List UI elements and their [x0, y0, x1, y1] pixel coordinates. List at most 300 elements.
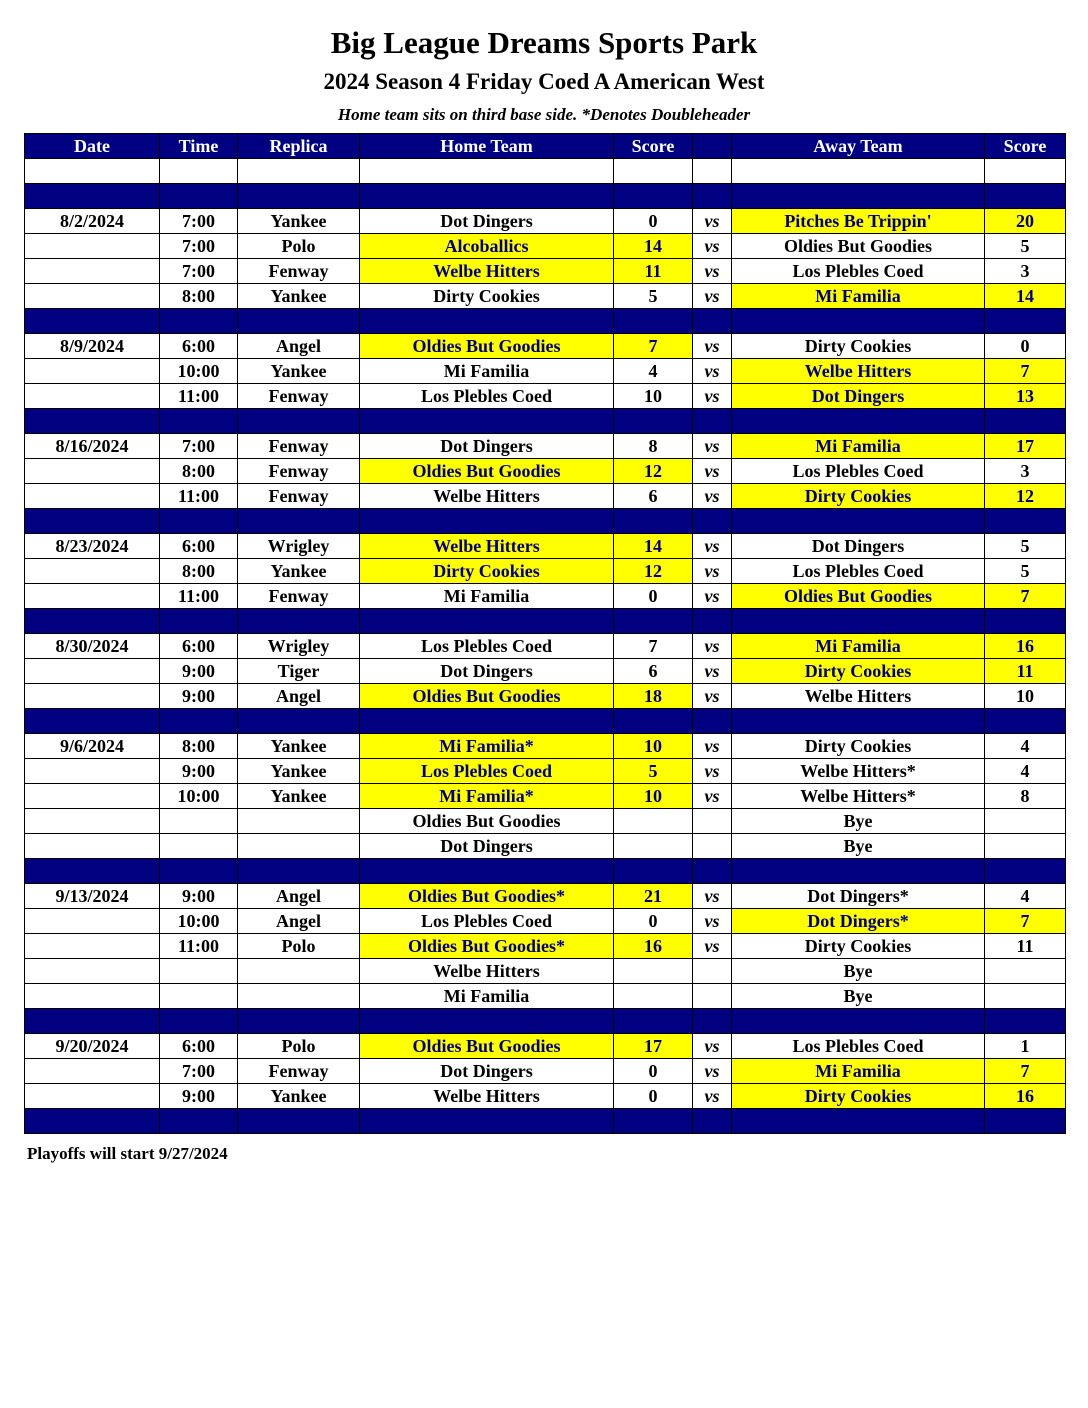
cell-away-team [732, 309, 985, 334]
cell-away-team: Welbe Hitters [732, 684, 985, 709]
col-header-home-team: Home Team [360, 134, 614, 159]
cell-away-team: Oldies But Goodies [732, 584, 985, 609]
cell-home-team [360, 609, 614, 634]
cell-vs: vs [693, 334, 732, 359]
cell-away-team: Mi Familia [732, 634, 985, 659]
cell-away-team [732, 159, 985, 184]
cell-time [160, 834, 238, 859]
cell-replica [238, 859, 360, 884]
cell-home-score: 7 [614, 334, 693, 359]
cell-replica [238, 984, 360, 1009]
cell-replica: Fenway [238, 484, 360, 509]
cell-date [25, 659, 160, 684]
game-row [25, 284, 1066, 309]
cell-away-score [985, 859, 1066, 884]
col-header-date: Date [25, 134, 160, 159]
cell-away-team: Los Plebles Coed [732, 1034, 985, 1059]
cell-home-score [614, 184, 693, 209]
cell-vs: vs [693, 259, 732, 284]
game-row [25, 684, 1066, 709]
cell-home-score [614, 1009, 693, 1034]
cell-date [25, 409, 160, 434]
cell-vs: vs [693, 584, 732, 609]
game-row [25, 234, 1066, 259]
cell-date [25, 684, 160, 709]
cell-time: 11:00 [160, 484, 238, 509]
cell-home-score [614, 609, 693, 634]
cell-vs: vs [693, 684, 732, 709]
cell-home-team [360, 509, 614, 534]
cell-vs: vs [693, 359, 732, 384]
game-row [25, 334, 1066, 359]
game-row [25, 909, 1066, 934]
cell-replica [238, 1009, 360, 1034]
col-header-replica: Replica [238, 134, 360, 159]
schedule-table [24, 133, 1066, 1134]
cell-time [160, 809, 238, 834]
cell-away-score [985, 609, 1066, 634]
cell-vs: vs [693, 1084, 732, 1109]
cell-replica: Angel [238, 909, 360, 934]
cell-home-team: Los Plebles Coed [360, 384, 614, 409]
cell-date [25, 234, 160, 259]
cell-home-team [360, 1009, 614, 1034]
cell-away-team [732, 184, 985, 209]
cell-away-team: Dot Dingers* [732, 909, 985, 934]
cell-replica [238, 1109, 360, 1134]
cell-away-team: Dot Dingers* [732, 884, 985, 909]
cell-away-score [985, 1109, 1066, 1134]
cell-away-score [985, 409, 1066, 434]
cell-away-score: 16 [985, 1084, 1066, 1109]
cell-replica: Yankee [238, 1084, 360, 1109]
cell-date [25, 1009, 160, 1034]
cell-vs [693, 309, 732, 334]
cell-home-team: Oldies But Goodies [360, 684, 614, 709]
cell-replica: Fenway [238, 384, 360, 409]
cell-away-score: 12 [985, 484, 1066, 509]
cell-vs [693, 809, 732, 834]
cell-home-score: 6 [614, 659, 693, 684]
bye-row [25, 959, 1066, 984]
cell-home-team: Dot Dingers [360, 434, 614, 459]
cell-home-team [360, 409, 614, 434]
cell-date: 8/2/2024 [25, 209, 160, 234]
cell-vs [693, 859, 732, 884]
cell-home-team: Dirty Cookies [360, 559, 614, 584]
separator-row [25, 709, 1066, 734]
schedule-body [25, 159, 1066, 1134]
col-header-vs [693, 134, 732, 159]
cell-replica [238, 509, 360, 534]
cell-replica: Polo [238, 934, 360, 959]
cell-home-team: Mi Familia [360, 584, 614, 609]
cell-away-score [985, 809, 1066, 834]
cell-away-team: Los Plebles Coed [732, 259, 985, 284]
cell-home-team [360, 184, 614, 209]
cell-replica [238, 834, 360, 859]
cell-away-team: Pitches Be Trippin' [732, 209, 985, 234]
cell-away-score [985, 709, 1066, 734]
game-row [25, 484, 1066, 509]
cell-replica [238, 309, 360, 334]
cell-away-score [985, 834, 1066, 859]
cell-away-team: Dirty Cookies [732, 1084, 985, 1109]
cell-vs [693, 184, 732, 209]
cell-time: 8:00 [160, 284, 238, 309]
cell-date [25, 309, 160, 334]
cell-away-score: 7 [985, 584, 1066, 609]
cell-away-score: 5 [985, 559, 1066, 584]
cell-date [25, 459, 160, 484]
cell-time: 9:00 [160, 759, 238, 784]
page-title: Big League Dreams Sports Park [330, 25, 758, 60]
cell-date [25, 759, 160, 784]
cell-time [160, 409, 238, 434]
col-header-away-score: Score [985, 134, 1066, 159]
cell-away-team: Welbe Hitters [732, 359, 985, 384]
game-row [25, 534, 1066, 559]
game-row [25, 1034, 1066, 1059]
cell-away-team: Los Plebles Coed [732, 459, 985, 484]
cell-time: 8:00 [160, 559, 238, 584]
cell-home-team: Welbe Hitters [360, 959, 614, 984]
cell-time [160, 709, 238, 734]
cell-away-score: 17 [985, 434, 1066, 459]
cell-away-score [985, 984, 1066, 1009]
cell-date [25, 184, 160, 209]
cell-date [25, 859, 160, 884]
cell-vs [693, 609, 732, 634]
page-subtitle: 2024 Season 4 Friday Coed A American West [323, 69, 765, 94]
cell-home-score [614, 859, 693, 884]
cell-vs: vs [693, 884, 732, 909]
cell-replica [238, 159, 360, 184]
cell-home-team [360, 709, 614, 734]
cell-date [25, 259, 160, 284]
cell-away-team [732, 409, 985, 434]
cell-home-team: Los Plebles Coed [360, 759, 614, 784]
cell-replica [238, 609, 360, 634]
cell-home-score: 21 [614, 884, 693, 909]
cell-home-score: 14 [614, 234, 693, 259]
cell-time: 6:00 [160, 634, 238, 659]
cell-vs [693, 709, 732, 734]
cell-replica [238, 184, 360, 209]
cell-home-score: 0 [614, 584, 693, 609]
cell-date [25, 959, 160, 984]
cell-home-team [360, 309, 614, 334]
cell-date [25, 509, 160, 534]
cell-away-score: 7 [985, 909, 1066, 934]
cell-home-score: 12 [614, 459, 693, 484]
cell-away-score: 4 [985, 734, 1066, 759]
cell-away-score: 4 [985, 884, 1066, 909]
cell-time: 9:00 [160, 659, 238, 684]
game-row [25, 259, 1066, 284]
cell-home-score [614, 959, 693, 984]
game-row [25, 584, 1066, 609]
cell-home-score [614, 709, 693, 734]
cell-home-score [614, 159, 693, 184]
cell-home-team: Alcoballics [360, 234, 614, 259]
game-row [25, 1084, 1066, 1109]
cell-away-team: Dirty Cookies [732, 484, 985, 509]
cell-away-score: 0 [985, 334, 1066, 359]
cell-away-team: Dirty Cookies [732, 934, 985, 959]
cell-home-team: Welbe Hitters [360, 534, 614, 559]
cell-away-score: 7 [985, 1059, 1066, 1084]
game-row [25, 784, 1066, 809]
cell-home-score: 0 [614, 1059, 693, 1084]
cell-time: 9:00 [160, 684, 238, 709]
game-row [25, 634, 1066, 659]
cell-vs [693, 984, 732, 1009]
cell-time: 7:00 [160, 209, 238, 234]
cell-vs: vs [693, 934, 732, 959]
cell-replica: Angel [238, 684, 360, 709]
cell-away-score: 16 [985, 634, 1066, 659]
game-row [25, 209, 1066, 234]
cell-date [25, 159, 160, 184]
cell-home-team: Dot Dingers [360, 209, 614, 234]
bye-row [25, 809, 1066, 834]
cell-away-score [985, 509, 1066, 534]
cell-time: 7:00 [160, 1059, 238, 1084]
cell-time: 7:00 [160, 259, 238, 284]
cell-home-score [614, 509, 693, 534]
cell-away-score: 11 [985, 659, 1066, 684]
cell-away-team: Bye [732, 834, 985, 859]
cell-home-team: Oldies But Goodies [360, 809, 614, 834]
cell-time: 10:00 [160, 909, 238, 934]
cell-away-score: 13 [985, 384, 1066, 409]
cell-vs: vs [693, 759, 732, 784]
col-header-home-score: Score [614, 134, 693, 159]
cell-home-score: 0 [614, 209, 693, 234]
cell-vs [693, 1109, 732, 1134]
cell-date [25, 909, 160, 934]
cell-away-team: Welbe Hitters* [732, 784, 985, 809]
cell-away-score: 4 [985, 759, 1066, 784]
cell-vs: vs [693, 234, 732, 259]
cell-away-team: Mi Familia [732, 434, 985, 459]
cell-replica: Angel [238, 884, 360, 909]
cell-replica [238, 809, 360, 834]
cell-date [25, 984, 160, 1009]
separator-row [25, 1109, 1066, 1134]
cell-home-score: 6 [614, 484, 693, 509]
cell-replica [238, 959, 360, 984]
cell-away-team [732, 509, 985, 534]
cell-home-score [614, 984, 693, 1009]
game-row [25, 659, 1066, 684]
cell-away-score [985, 1009, 1066, 1034]
cell-home-team: Mi Familia* [360, 784, 614, 809]
cell-away-score [985, 184, 1066, 209]
cell-home-score: 5 [614, 284, 693, 309]
cell-home-team: Welbe Hitters [360, 1084, 614, 1109]
cell-away-score [985, 959, 1066, 984]
cell-vs: vs [693, 434, 732, 459]
cell-time: 7:00 [160, 234, 238, 259]
cell-away-team: Los Plebles Coed [732, 559, 985, 584]
cell-away-score: 11 [985, 934, 1066, 959]
cell-time [160, 609, 238, 634]
separator-row [25, 1009, 1066, 1034]
cell-vs: vs [693, 734, 732, 759]
cell-away-score: 5 [985, 234, 1066, 259]
cell-time: 10:00 [160, 359, 238, 384]
table-header-row [25, 134, 1066, 159]
cell-date [25, 809, 160, 834]
cell-home-team: Oldies But Goodies* [360, 884, 614, 909]
cell-replica: Fenway [238, 584, 360, 609]
cell-replica: Fenway [238, 434, 360, 459]
cell-time [160, 984, 238, 1009]
cell-time: 6:00 [160, 1034, 238, 1059]
cell-time: 11:00 [160, 934, 238, 959]
cell-replica: Yankee [238, 784, 360, 809]
cell-vs: vs [693, 559, 732, 584]
cell-away-team: Bye [732, 959, 985, 984]
cell-date [25, 784, 160, 809]
cell-vs: vs [693, 1059, 732, 1084]
cell-replica: Yankee [238, 559, 360, 584]
cell-home-team: Los Plebles Coed [360, 634, 614, 659]
cell-home-team: Mi Familia [360, 359, 614, 384]
cell-time: 8:00 [160, 459, 238, 484]
cell-replica: Angel [238, 334, 360, 359]
cell-date: 8/16/2024 [25, 434, 160, 459]
cell-away-team: Bye [732, 984, 985, 1009]
cell-home-score: 11 [614, 259, 693, 284]
cell-time [160, 509, 238, 534]
cell-time: 9:00 [160, 1084, 238, 1109]
cell-away-team: Oldies But Goodies [732, 234, 985, 259]
cell-vs: vs [693, 209, 732, 234]
cell-away-team: Dot Dingers [732, 384, 985, 409]
cell-date [25, 834, 160, 859]
game-row [25, 384, 1066, 409]
separator-row [25, 184, 1066, 209]
cell-away-team [732, 1109, 985, 1134]
cell-home-score [614, 409, 693, 434]
cell-vs [693, 509, 732, 534]
game-row [25, 559, 1066, 584]
cell-replica: Yankee [238, 359, 360, 384]
cell-away-team: Welbe Hitters* [732, 759, 985, 784]
cell-vs: vs [693, 909, 732, 934]
cell-vs [693, 409, 732, 434]
game-row [25, 1059, 1066, 1084]
cell-date: 8/30/2024 [25, 634, 160, 659]
cell-vs: vs [693, 534, 732, 559]
cell-away-team [732, 709, 985, 734]
cell-away-team [732, 609, 985, 634]
cell-away-score: 5 [985, 534, 1066, 559]
cell-home-score: 7 [614, 634, 693, 659]
cell-time: 10:00 [160, 784, 238, 809]
cell-date [25, 584, 160, 609]
cell-home-team: Dot Dingers [360, 834, 614, 859]
game-row [25, 884, 1066, 909]
cell-home-score: 10 [614, 384, 693, 409]
cell-time [160, 159, 238, 184]
cell-replica: Yankee [238, 209, 360, 234]
cell-replica: Yankee [238, 284, 360, 309]
cell-replica: Fenway [238, 459, 360, 484]
cell-home-team: Oldies But Goodies [360, 459, 614, 484]
cell-replica: Wrigley [238, 634, 360, 659]
cell-home-score: 0 [614, 909, 693, 934]
cell-home-team: Welbe Hitters [360, 259, 614, 284]
cell-away-score: 14 [985, 284, 1066, 309]
game-row [25, 759, 1066, 784]
cell-home-team [360, 1109, 614, 1134]
cell-date [25, 359, 160, 384]
cell-time: 6:00 [160, 334, 238, 359]
cell-vs: vs [693, 634, 732, 659]
cell-date: 9/13/2024 [25, 884, 160, 909]
cell-away-score: 3 [985, 259, 1066, 284]
game-row [25, 459, 1066, 484]
cell-home-team [360, 159, 614, 184]
cell-home-score: 12 [614, 559, 693, 584]
cell-vs: vs [693, 284, 732, 309]
cell-home-score: 18 [614, 684, 693, 709]
cell-time [160, 859, 238, 884]
cell-home-team: Mi Familia [360, 984, 614, 1009]
cell-away-team: Dirty Cookies [732, 659, 985, 684]
cell-away-score: 10 [985, 684, 1066, 709]
cell-away-team: Bye [732, 809, 985, 834]
game-row [25, 359, 1066, 384]
cell-date: 9/20/2024 [25, 1034, 160, 1059]
cell-date [25, 384, 160, 409]
cell-vs [693, 834, 732, 859]
cell-vs [693, 1009, 732, 1034]
cell-time [160, 309, 238, 334]
cell-home-score: 14 [614, 534, 693, 559]
cell-home-team: Oldies But Goodies [360, 334, 614, 359]
cell-home-score: 8 [614, 434, 693, 459]
cell-replica: Polo [238, 1034, 360, 1059]
cell-away-score: 3 [985, 459, 1066, 484]
cell-vs: vs [693, 384, 732, 409]
cell-home-score [614, 809, 693, 834]
cell-away-score [985, 309, 1066, 334]
cell-home-team: Mi Familia* [360, 734, 614, 759]
cell-replica: Polo [238, 234, 360, 259]
cell-home-score: 5 [614, 759, 693, 784]
cell-home-score: 10 [614, 734, 693, 759]
playoffs-note: Playoffs will start 9/27/2024 [27, 1144, 228, 1163]
cell-home-team: Oldies But Goodies* [360, 934, 614, 959]
cell-date: 9/6/2024 [25, 734, 160, 759]
cell-time [160, 1009, 238, 1034]
cell-away-score: 8 [985, 784, 1066, 809]
cell-away-score: 1 [985, 1034, 1066, 1059]
game-row [25, 434, 1066, 459]
separator-row [25, 609, 1066, 634]
cell-date [25, 1109, 160, 1134]
cell-home-team: Los Plebles Coed [360, 909, 614, 934]
cell-away-score [985, 159, 1066, 184]
cell-date [25, 1084, 160, 1109]
cell-time: 11:00 [160, 384, 238, 409]
separator-row [25, 859, 1066, 884]
